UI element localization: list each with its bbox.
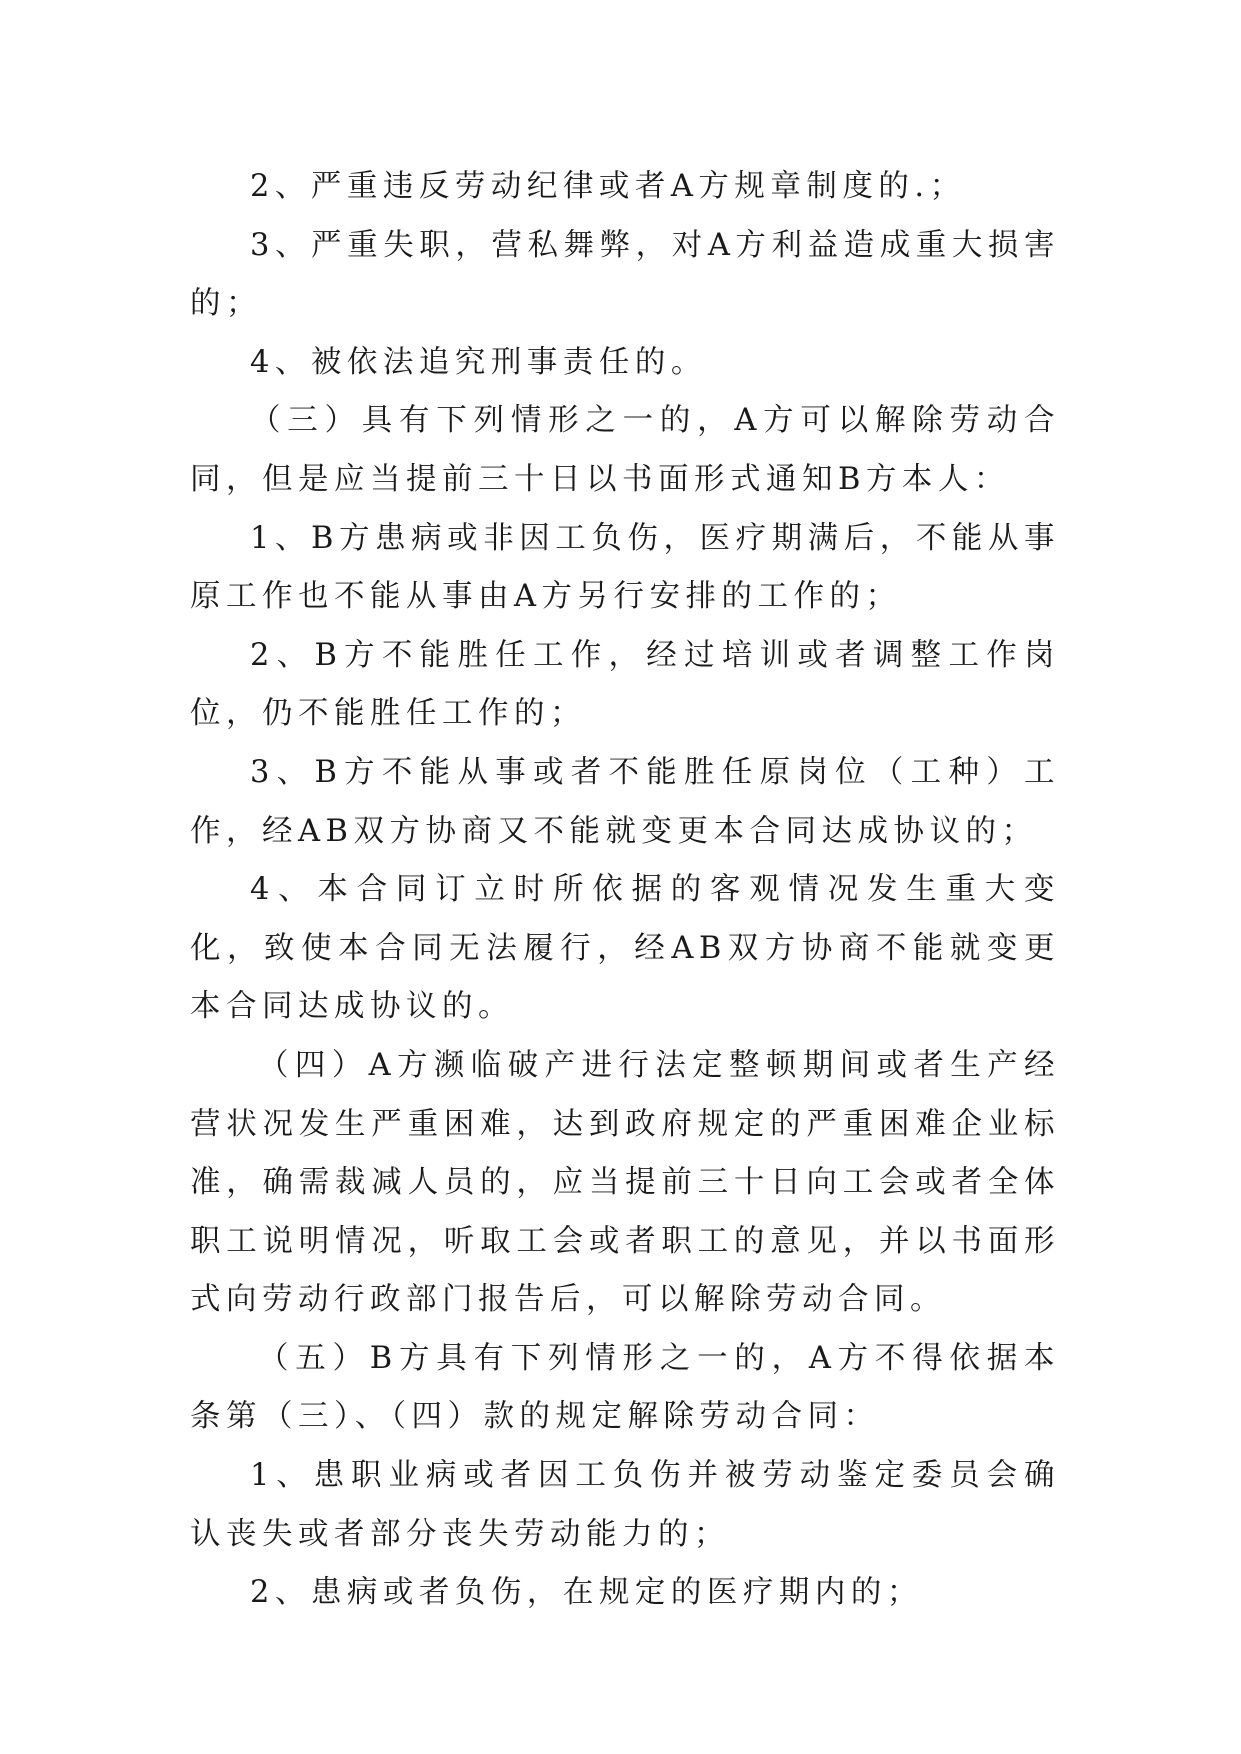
clause-paragraph: 2、患病或者负伤，在规定的医疗期内的；: [250, 1575, 923, 1611]
section-paragraph: （五）B方具有下列情形之一的，A方不得依据本条第（三）、（四）款的规定解除劳动合同：: [190, 1340, 1060, 1435]
clause-paragraph: 2、严重违反劳动纪律或者A方规章制度的.；: [250, 169, 966, 204]
clause-paragraph: 3、B方不能从事或者不能胜任原岗位（工种）工作，经AB双方协商又不能就变更本合同达成协议的；: [190, 754, 1060, 849]
clause-paragraph: 1、B方患病或非因工负伤，医疗期满后，不能从事原工作也不能从事由A方另行安排的工作的；: [190, 520, 1060, 615]
document-body: [190, 158, 1060, 1623]
clause-paragraph: 2、B方不能胜任工作，经过培训或者调整工作岗位，仍不能胜任工作的；: [190, 637, 1060, 732]
clause-paragraph: 4、本合同订立时所依据的客观情况发生重大变化，致使本合同无法履行，经AB双方协商不能就变更本合同达成协议的。: [190, 872, 1060, 1025]
clause-paragraph: 3、严重失职，营私舞弊，对A方利益造成重大损害的；: [190, 227, 1060, 322]
section-paragraph: （三）具有下列情形之一的，A方可以解除劳动合同，但是应当提前三十日以书面形式通知B方本人：: [190, 403, 1060, 497]
section-paragraph: （四）A方濒临破产进行法定整顿期间或者生产经营状况发生严重困难，达到政府规定的严重困难企业标准，确需裁减人员的，应当提前三十日向工会或者全体职工说明情况，听取工会或者职工的意见，并以书面形式向劳动行政部门报告后，可以解除劳动合同。: [190, 1047, 1060, 1318]
clause-paragraph: 1、患职业病或者因工负伤并被劳动鉴定委员会确认丧失或者部分丧失劳动能力的；: [190, 1458, 1060, 1552]
clause-paragraph: 4、被依法追究刑事责任的。: [250, 344, 707, 380]
